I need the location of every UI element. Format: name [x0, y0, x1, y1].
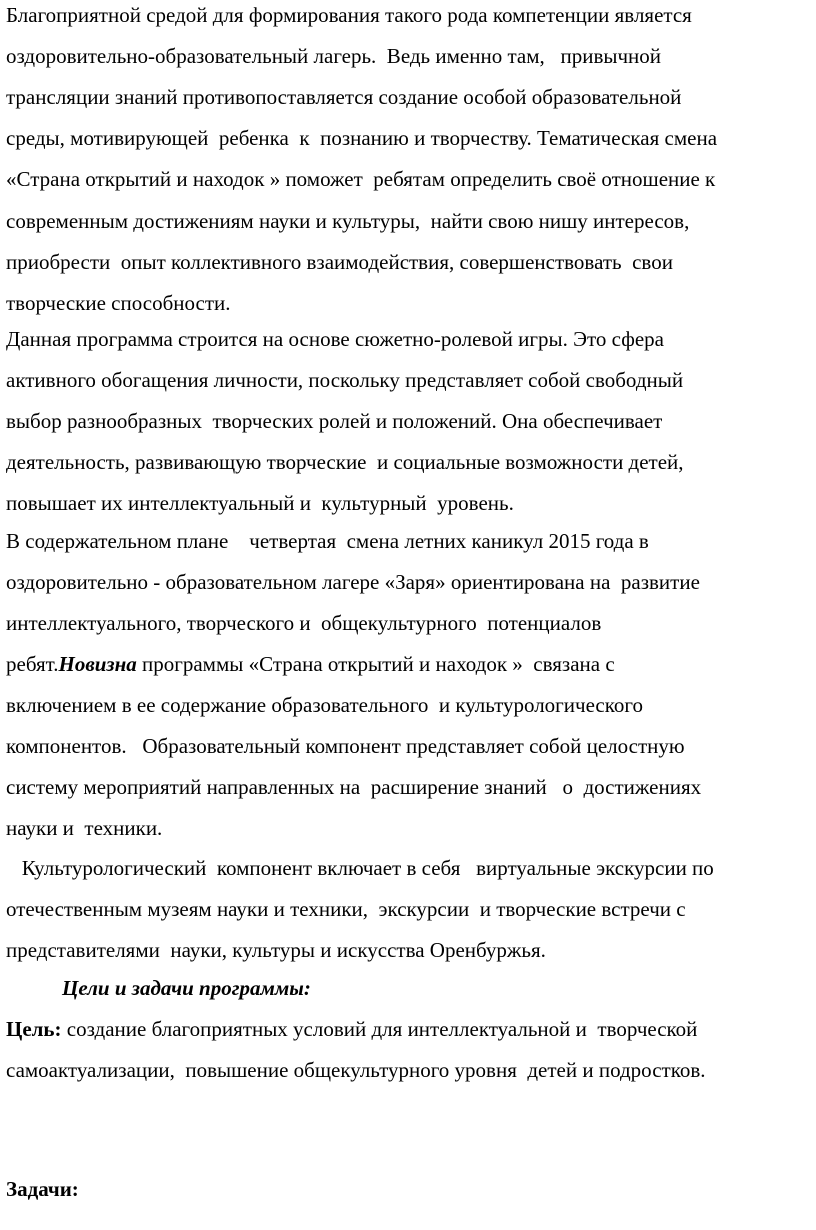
text-line: науки и техники.	[6, 816, 163, 840]
section-heading: Цели и задачи программы:	[62, 976, 311, 1000]
text-line: систему мероприятий направленных на расширение знаний о достижениях	[6, 775, 702, 799]
text-line: интеллектуального, творческого и общекультурного потенциалов	[6, 611, 602, 635]
text-line: современным достижениям науки и культуры, найти свою нишу интересов,	[6, 209, 690, 233]
text-line: В содержательном плане четвертая смена летних каникул 2015 года в	[6, 529, 649, 553]
text-line: деятельность, развивающую творческие и социальные возможности детей,	[6, 450, 684, 474]
text-line: Данная программа строится на основе сюжетно-ролевой игры. Это сфера	[6, 327, 664, 351]
text-line: активного обогащения личности, поскольку представляет собой свободный	[6, 368, 684, 392]
text-line: отечественным музеям науки и техники, экскурсии и творческие встречи с	[6, 897, 686, 921]
novelty-emphasis: Новизна	[58, 652, 137, 676]
text-line: Благоприятной средой для формирования такого рода компетенции является	[6, 3, 692, 27]
text-line: включением в ее содержание образовательного и культурологического	[6, 693, 643, 717]
text-line: творческие способности.	[6, 291, 231, 315]
text-line: «Страна открытий и находок » поможет ребятам определить своё отношение к	[6, 167, 716, 191]
goal-text: создание благоприятных условий для интеллектуальной и творческой	[61, 1017, 698, 1041]
text-run: ребят.	[6, 652, 59, 676]
text-line: выбор разнообразных творческих ролей и положений. Она обеспечивает	[6, 409, 663, 433]
goal-line	[6, 1017, 697, 1041]
text-run: программы «Страна открытий и находок » связана с	[136, 652, 615, 676]
text-line: компонентов. Образовательный компонент представляет собой целостную	[6, 734, 685, 758]
text-line: Культурологический компонент включает в себя виртуальные экскурсии по	[6, 856, 714, 880]
text-line: оздоровительно - образовательном лагере «Заря» ориентирована на развитие	[6, 570, 700, 594]
text-line: оздоровительно-образовательный лагерь. Ведь именно там, привычной	[6, 44, 662, 68]
text-line: среды, мотивирующей ребенка к познанию и творчеству. Тематическая смена	[6, 126, 718, 150]
text-line: повышает их интеллектуальный и культурный уровень.	[6, 491, 514, 515]
text-line: самоактуализации, повышение общекультурного уровня детей и подростков.	[6, 1058, 706, 1082]
text-line-mixed	[6, 652, 615, 676]
goal-label: Цель:	[6, 1017, 62, 1041]
text-line: трансляции знаний противопоставляется создание особой образовательной	[6, 85, 682, 109]
tasks-label: Задачи:	[6, 1177, 79, 1201]
text-line: приобрести опыт коллективного взаимодействия, совершенствовать свои	[6, 250, 673, 274]
text-line: представителями науки, культуры и искусства Оренбуржья.	[6, 938, 546, 962]
